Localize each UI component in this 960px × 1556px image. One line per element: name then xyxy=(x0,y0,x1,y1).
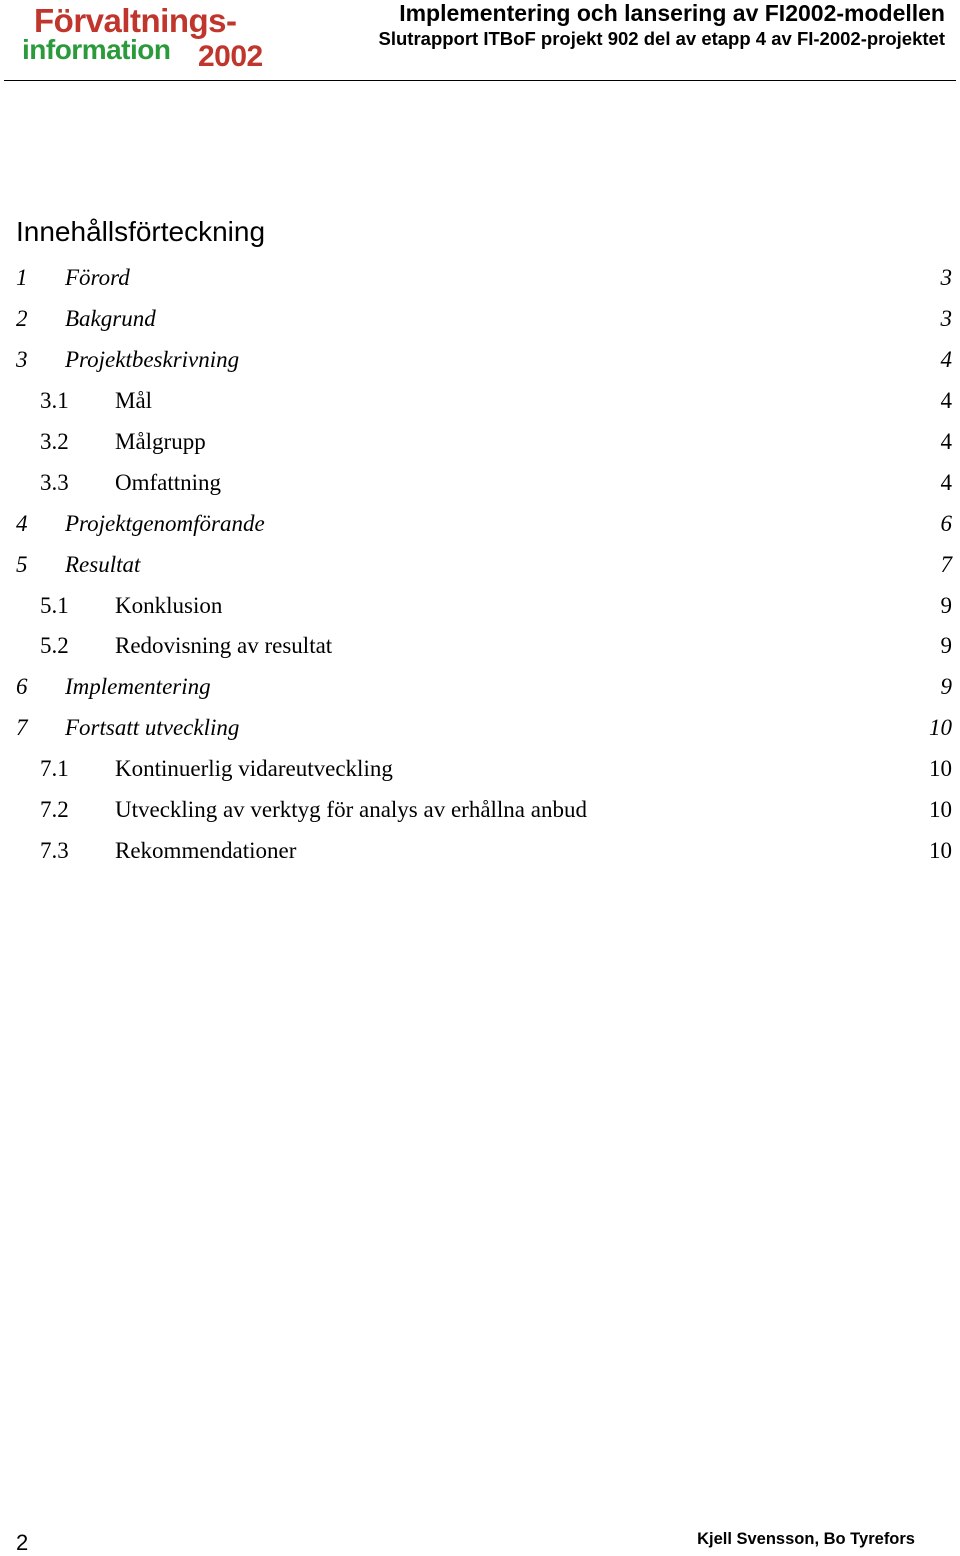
dot-leader xyxy=(298,846,925,860)
toc-entry[interactable] xyxy=(16,381,952,422)
toc-entry-title: Omfattning xyxy=(115,469,222,495)
toc-entry[interactable] xyxy=(16,299,952,340)
toc-entry-number: 4 xyxy=(16,510,28,536)
dot-leader xyxy=(395,765,925,779)
toc-entry-number: 7.1 xyxy=(40,756,69,782)
toc-entry[interactable] xyxy=(16,258,952,299)
toc-entry-title: Rekommendationer xyxy=(115,837,297,863)
toc-entry[interactable] xyxy=(16,422,952,463)
dot-leader xyxy=(213,683,937,697)
toc-entry-page: 4 xyxy=(940,347,952,373)
toc-entry-page: 10 xyxy=(929,797,952,823)
toc-heading: Innehållsförteckning xyxy=(16,216,266,247)
forvaltningsinformation-logo xyxy=(22,2,272,74)
toc-entry[interactable] xyxy=(16,544,952,585)
toc-entry-page: 7 xyxy=(940,551,952,577)
document-title: Implementering och lansering av FI2002-modellen xyxy=(399,0,945,26)
toc-entry-page: 6 xyxy=(940,510,952,536)
toc-entry-title: Fortsatt utveckling xyxy=(65,715,240,741)
toc-entry[interactable] xyxy=(16,667,952,708)
toc-entry-title: Kontinuerlig vidareutveckling xyxy=(115,756,393,782)
toc-entry-number: 3.3 xyxy=(40,469,69,495)
toc-entry[interactable] xyxy=(16,830,952,871)
toc-entry-page: 3 xyxy=(940,306,952,332)
toc-entry-title: Mål xyxy=(115,388,153,414)
toc-entry-number: 2 xyxy=(16,306,28,332)
toc-entry[interactable] xyxy=(16,585,952,626)
toc-entry-page: 4 xyxy=(940,388,952,414)
dot-leader xyxy=(267,519,937,533)
toc-entry-page: 10 xyxy=(929,715,952,741)
dot-leader xyxy=(208,437,937,451)
toc-entry-number: 7.3 xyxy=(40,837,69,863)
toc-entry[interactable] xyxy=(16,749,952,790)
toc-entry-number: 5.2 xyxy=(40,633,69,659)
toc-entry[interactable] xyxy=(16,462,952,503)
toc-entry[interactable] xyxy=(16,340,952,381)
toc-entry-number: 3.2 xyxy=(40,429,69,454)
toc-entry-number: 6 xyxy=(16,674,28,700)
toc-entry-title: Konklusion xyxy=(115,592,223,618)
toc-entry[interactable] xyxy=(16,790,952,831)
toc-entry-title: Implementering xyxy=(65,674,211,700)
dot-leader xyxy=(132,274,937,288)
footer-authors: Kjell Svensson, Bo Tyrefors xyxy=(697,1530,915,1548)
toc-entry-title: Resultat xyxy=(65,551,141,577)
toc-entry-page: 9 xyxy=(940,633,952,659)
toc-entry[interactable] xyxy=(16,503,952,544)
toc-entry-number: 7.2 xyxy=(40,797,69,823)
dot-leader xyxy=(158,315,937,329)
toc-entry-number: 7 xyxy=(16,715,28,741)
toc-entry-page: 3 xyxy=(940,265,952,291)
toc-entry-number: 3.1 xyxy=(40,388,69,414)
header-divider xyxy=(4,80,956,81)
toc-entry-title: Bakgrund xyxy=(65,306,156,332)
dot-leader xyxy=(334,642,936,656)
dot-leader xyxy=(241,724,925,738)
toc-entry-page: 10 xyxy=(929,837,952,863)
toc-entry-title: Målgrupp xyxy=(115,429,206,454)
toc-entry-page: 9 xyxy=(940,674,952,700)
page-header xyxy=(0,0,960,82)
dot-leader xyxy=(589,805,925,819)
table-of-contents xyxy=(16,258,952,871)
toc-entry-title: Förord xyxy=(65,265,130,291)
toc-entry-title: Redovisning av resultat xyxy=(115,633,333,659)
toc-entry[interactable] xyxy=(16,708,952,749)
page-number: 2 xyxy=(16,1530,29,1555)
toc-entry[interactable] xyxy=(16,626,952,667)
toc-entry-number: 5 xyxy=(16,551,28,577)
dot-leader xyxy=(154,397,936,411)
toc-entry-page: 4 xyxy=(940,429,952,454)
dot-leader xyxy=(224,601,936,615)
toc-entry-page: 9 xyxy=(940,592,952,618)
toc-entry-title: Projektgenomförande xyxy=(65,510,265,536)
document-subtitle: Slutrapport ITBoF projekt 902 del av etapp 4 av FI-2002-projektet xyxy=(378,28,945,49)
logo-year: 2002 xyxy=(198,40,263,73)
dot-leader xyxy=(223,478,936,492)
logo-line1: Förvaltnings- xyxy=(34,2,237,39)
toc-entry-number: 5.1 xyxy=(40,592,69,618)
toc-entry-title: Projektbeskrivning xyxy=(65,347,240,373)
dot-leader xyxy=(241,356,936,370)
toc-entry-number: 3 xyxy=(16,347,28,373)
logo-line2: information xyxy=(22,34,171,65)
toc-entry-number: 1 xyxy=(16,265,28,291)
toc-entry-page: 4 xyxy=(940,469,952,495)
dot-leader xyxy=(142,560,936,574)
toc-entry-page: 10 xyxy=(929,756,952,782)
toc-entry-title: Utveckling av verktyg för analys av erhållna anbud xyxy=(115,797,587,823)
